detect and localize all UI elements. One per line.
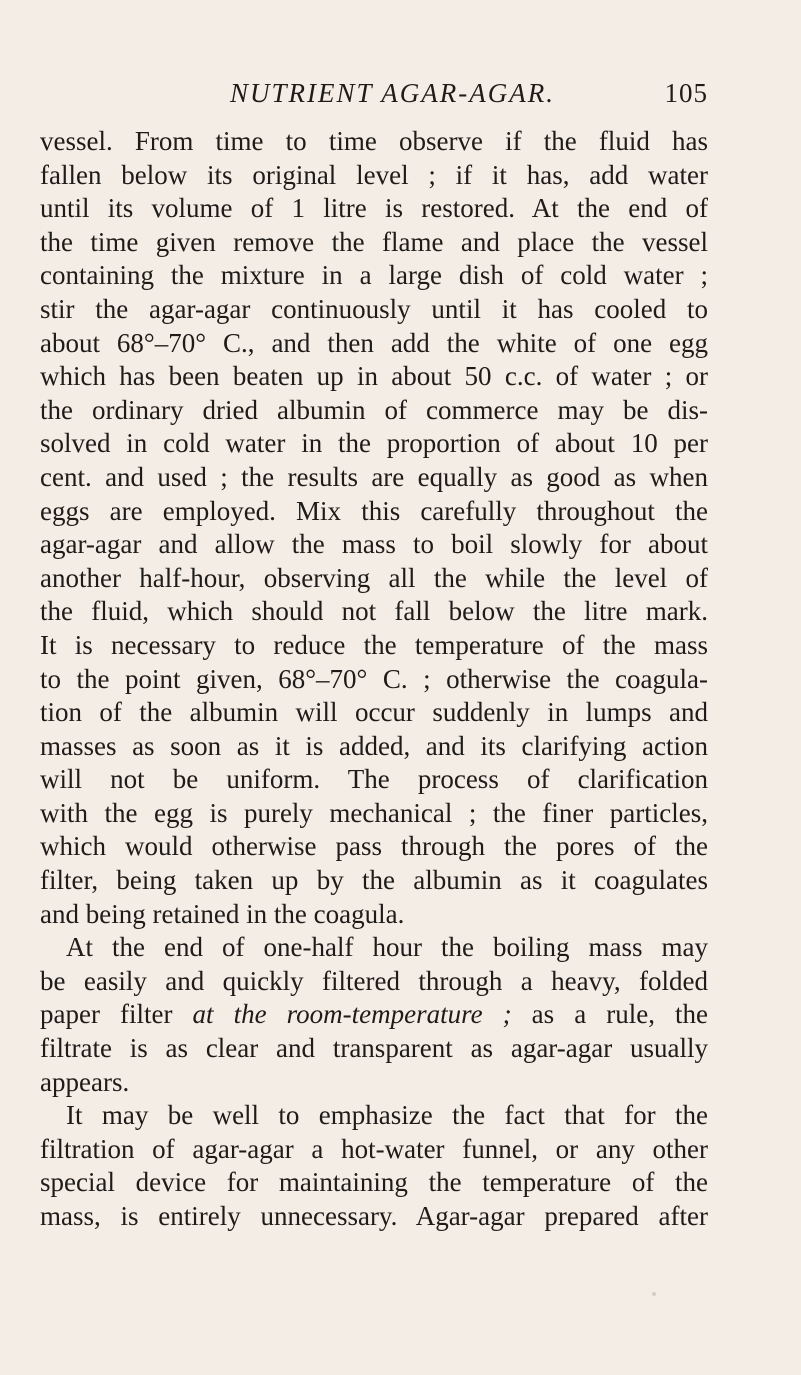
text-line: It is necessary to reduce the temperature of the mass [40,629,708,660]
text-line: the fluid, which should not fall below the litre mark. [40,596,708,627]
text-line: tion of the albumin will occur suddenly in lumps and [40,697,708,728]
text-line: with the egg is purely mechanical ; the finer particles, [40,797,708,828]
text-line: until its volume of 1 litre is restored. At the end of [40,193,708,224]
text-line: filter, being taken up by the albumin as it coagulates [40,865,708,896]
text-line: appears. [40,1066,130,1097]
text-line: masses as soon as it is added, and its clarifying action [40,730,708,761]
text-line: eggs are employed. Mix this carefully throughout the [40,495,708,526]
body-text [40,125,708,1234]
running-head [40,76,708,110]
text-line: to the point given, 68°–70° C. ; otherwise the coagula- [40,663,708,694]
paragraph-start-line: It may be well to emphasize the fact that for the [66,1100,708,1131]
text-line: fallen below its original level ; if it has, add water [40,159,708,190]
text-line: special device for maintaining the temperature of the [40,1167,708,1198]
page-number: 105 [664,78,708,108]
running-title: NUTRIENT AGAR-AGAR. [230,78,555,108]
text-line: will not be uniform. The process of clarification [40,764,708,795]
text-line: cent. and used ; the results are equally as good as when [40,461,708,492]
text-line: vessel. From time to time observe if the fluid has [40,126,708,156]
text-line: stir the agar-agar continuously until it has cooled to [40,293,708,324]
text-fragment: as a rule, the [531,999,708,1030]
text-line: the ordinary dried albumin of commerce may be dis- [40,394,708,425]
text-line: another half-hour, observing all the while the level of [40,562,708,593]
text-line: filtrate is as clear and transparent as agar-agar usually [40,1033,708,1064]
text-line: which would otherwise pass through the pores of the [40,831,708,862]
text-line: and being retained in the coagula. [40,898,405,929]
text-line: mass, is entirely unnecessary. Agar-agar prepared after [40,1201,708,1231]
mixed-style-line [40,998,708,1032]
text-line: solved in cold water in the proportion of about 10 per [40,428,708,459]
text-line: about 68°–70° C., and then add the white of one egg [40,327,708,358]
paper-speck [652,1292,656,1296]
text-line: filtration of agar-agar a hot-water funnel, or any other [40,1133,708,1164]
text-line: which has been beaten up in about 50 c.c. of water ; or [40,361,708,392]
text-fragment: paper filter [40,999,173,1030]
text-line: containing the mixture in a large dish of cold water ; [40,260,708,291]
paragraph-start-line: At the end of one-half hour the boiling mass may [66,932,708,963]
text-line: agar-agar and allow the mass to boil slowly for about [40,529,708,560]
text-line: the time given remove the flame and place the vessel [40,226,708,257]
italic-phrase: at the room-temperature ; [192,999,512,1030]
text-line: be easily and quickly filtered through a heavy, folded [40,965,708,996]
